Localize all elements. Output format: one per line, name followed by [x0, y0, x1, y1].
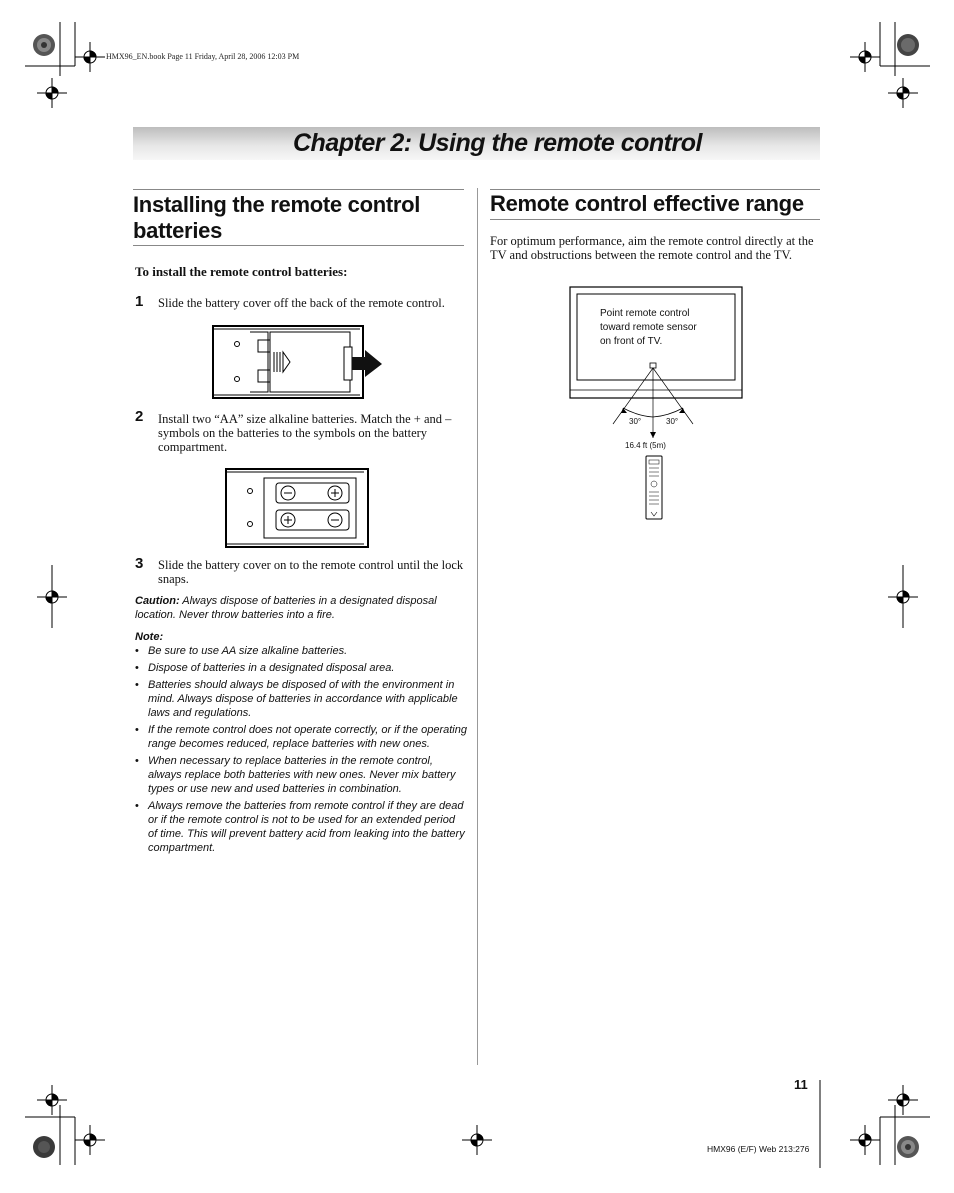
- label-line: toward remote sensor: [600, 322, 697, 333]
- step-number: 1: [135, 293, 144, 310]
- list-item: • Always remove the batteries from remote control if they are dead or if the remote control is not to be used for an extended period of time. This will prevent battery acid from leaking into the battery compartment.: [135, 799, 467, 855]
- range-body-text: For optimum performance, aim the remote control directly at the TV and obstructions between the remote control and the TV.: [490, 234, 814, 262]
- list-item: • Be sure to use AA size alkaline batteries.: [135, 644, 467, 658]
- left-heading-top-rule: [133, 189, 464, 190]
- caution-label: Caution:: [135, 595, 180, 607]
- list-item: • Batteries should always be disposed of with the environment in mind. Always dispose of batteries in accordance with applicable laws and regulations.: [135, 678, 467, 720]
- list-item: • When necessary to replace batteries in the remote control, always replace both batteries with new ones. Never mix battery types or use new and used batteries in combination.: [135, 754, 467, 796]
- caution-block: [135, 594, 467, 622]
- note-list: [135, 644, 467, 858]
- angle-right-label: 30°: [666, 417, 679, 426]
- column-divider: [477, 188, 478, 1065]
- remote-range-diagram: [569, 286, 744, 522]
- list-item: • If the remote control does not operate correctly, or if the operating range becomes reduced, replace batteries with new ones.: [135, 723, 467, 751]
- step-text: Slide the battery cover on to the remote control until the lock snaps.: [158, 558, 464, 586]
- page-number: 11: [794, 1077, 808, 1092]
- install-subheading: To install the remote control batteries:: [135, 264, 348, 279]
- diagram-instruction-label: [600, 307, 697, 349]
- list-item: • Dispose of batteries in a designated disposal area.: [135, 661, 467, 675]
- angle-left-label: 30°: [629, 417, 642, 426]
- step-text: Install two “AA” size alkaline batteries. Match the + and – symbols on the batteries to the symbols on the battery compartment.: [158, 412, 452, 454]
- book-info: HMX96_EN.book Page 11 Friday, April 28, 2006 12:03 PM: [106, 52, 300, 61]
- right-heading-bottom-rule: [490, 219, 820, 220]
- section-heading-install-batteries: Installing the remote control batteries: [133, 192, 421, 243]
- battery-installation-illustration: [224, 466, 372, 550]
- chapter-title: Chapter 2: Using the remote control: [293, 129, 702, 157]
- step-number: 3: [135, 555, 144, 572]
- footer-code: HMX96 (E/F) Web 213:276: [707, 1144, 810, 1154]
- chapter-header-bar: [133, 127, 820, 160]
- label-line: on front of TV.: [600, 336, 663, 347]
- step-text: Slide the battery cover off the back of the remote control.: [158, 296, 445, 310]
- step-number: 2: [135, 408, 144, 425]
- right-heading-top-rule: [490, 189, 820, 190]
- section-heading-effective-range: Remote control effective range: [490, 191, 804, 216]
- note-label: Note:: [135, 631, 164, 643]
- caution-text: Always dispose of batteries in a designated disposal location. Never throw batteries into a fire.: [135, 595, 437, 621]
- battery-cover-removal-illustration: [210, 322, 385, 402]
- label-line: Point remote control: [600, 308, 690, 319]
- left-heading-bottom-rule: [133, 245, 464, 246]
- distance-label: 16.4 ft (5m): [625, 441, 666, 450]
